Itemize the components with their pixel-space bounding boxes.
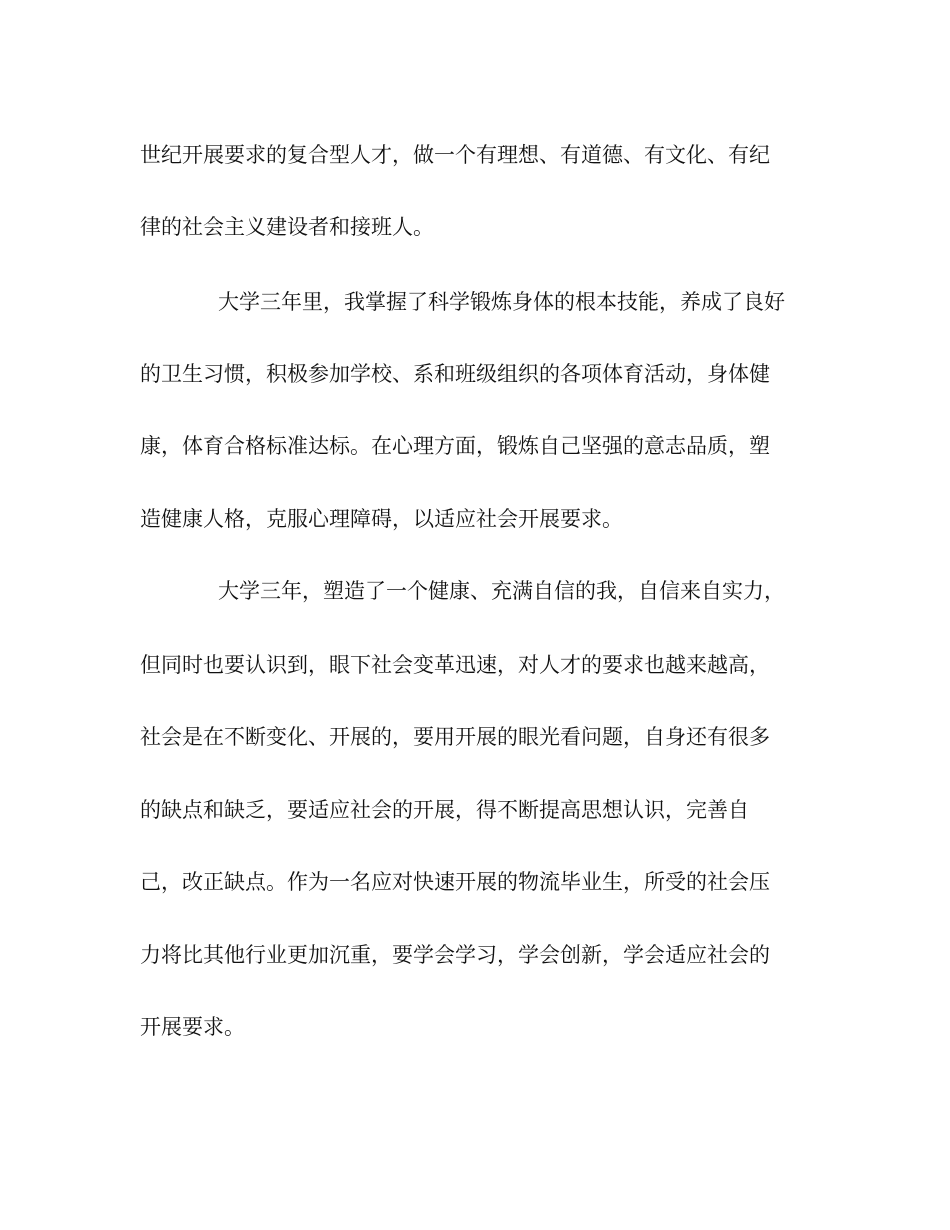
text-line: 律的社会主义建设者和接班人。 [140, 215, 434, 239]
text-line: 己，改正缺点。作为一名应对快速开展的物流毕业生，所受的社会压 [140, 870, 770, 894]
text-line: 力将比其他行业更加沉重，要学会学习，学会创新，学会适应社会的 [140, 943, 770, 967]
text-line: 康，体育合格标准达标。在心理方面，锻炼自己坚强的意志品质，塑 [140, 434, 770, 458]
text-line: 社会是在不断变化、开展的，要用开展的眼光看问题，自身还有很多 [140, 725, 770, 749]
text-line: 的缺点和缺乏，要适应社会的开展，得不断提高思想认识，完善自 [140, 798, 749, 822]
text-line: 造健康人格，克服心理障碍，以适应社会开展要求。 [140, 507, 623, 531]
text-line: 世纪开展要求的复合型人才，做一个有理想、有道德、有文化、有纪 [140, 143, 770, 167]
text-line: 开展要求。 [140, 1015, 245, 1039]
paragraph-start-line: 大学三年里，我掌握了科学锻炼身体的根本技能，养成了良好 [218, 290, 785, 314]
paragraph-start-line: 大学三年，塑造了一个健康、充满自信的我，自信来自实力， [218, 579, 785, 603]
text-line: 但同时也要认识到，眼下社会变革迅速，对人才的要求也越来越高， [140, 653, 770, 677]
text-line: 的卫生习惯，积极参加学校、系和班级组织的各项体育活动，身体健 [140, 362, 770, 386]
